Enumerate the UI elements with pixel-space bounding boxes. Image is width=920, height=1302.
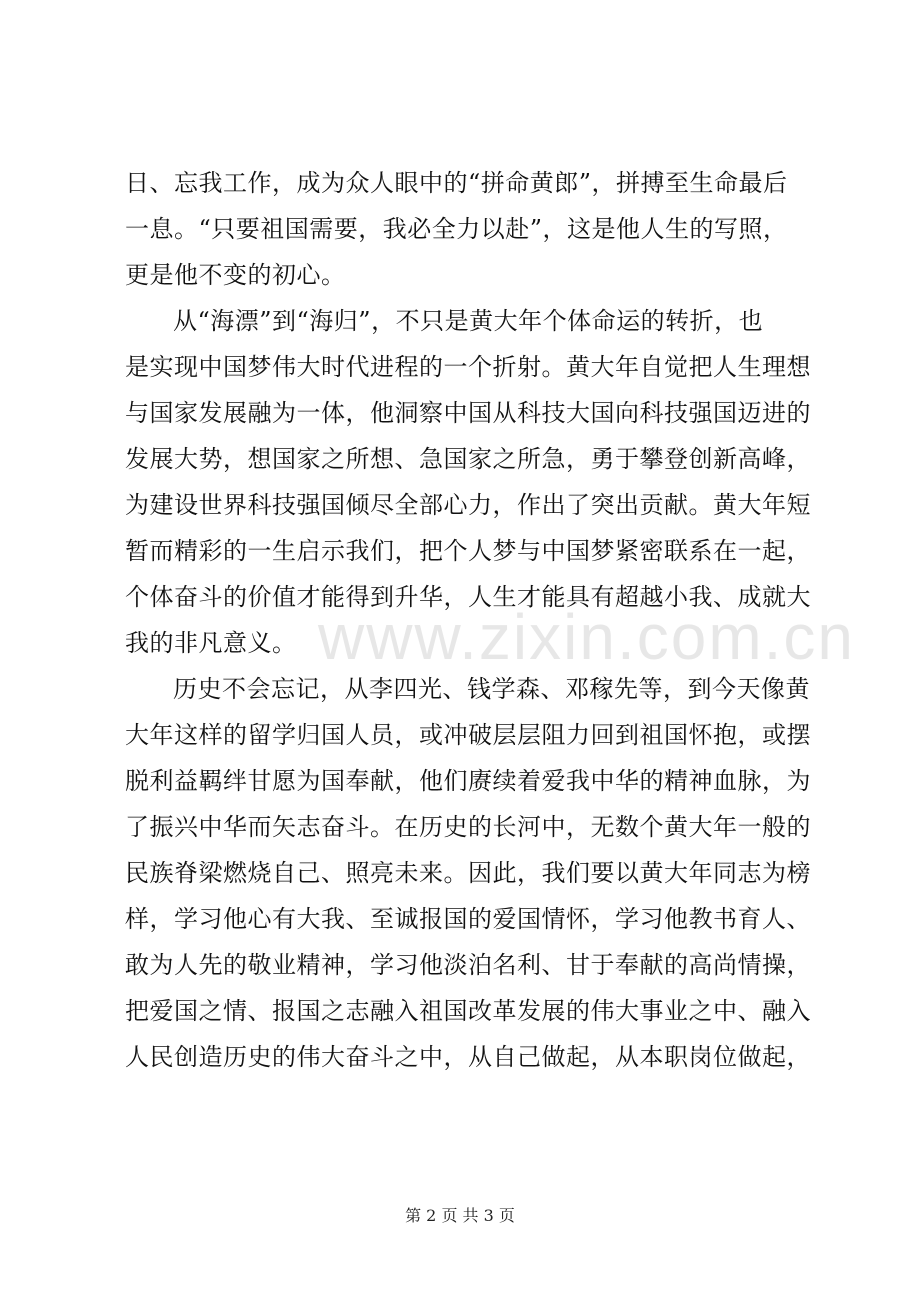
text-line: 是实现中国梦伟大时代进程的一个折射。黄大年自觉把人生理想 <box>125 353 811 381</box>
text-line: 一息。“只要祖国需要，我必全力以赴”，这是他人生的写照， <box>125 215 788 243</box>
paragraph-1 <box>125 160 805 298</box>
text-line: 大年这样的留学归国人员，或冲破层层阻力回到祖国怀抱，或摆 <box>125 721 811 749</box>
text-line: 个体奋斗的价值才能得到升华，人生才能具有超越小我、成就大 <box>125 583 811 611</box>
text-line: 脱利益羁绊甘愿为国奉献，他们赓续着爱我中华的精神血脉，为 <box>125 767 811 795</box>
text-line: 民族脊梁燃烧自己、照亮未来。因此，我们要以黄大年同志为榜 <box>125 859 811 887</box>
text-line: 人民创造历史的伟大奋斗之中，从自己做起，从本职岗位做起， <box>125 1043 811 1071</box>
text-line: 与国家发展融为一体，他洞察中国从科技大国向科技强国迈进的 <box>125 399 811 427</box>
text-line: 样，学习他心有大我、至诚报国的爱国情怀，学习他教书育人、 <box>125 905 811 933</box>
text-line: 把爱国之情、报国之志融入祖国改革发展的伟大事业之中、融入 <box>125 997 811 1025</box>
text-line: 从“海漂”到“海归”，不只是黄大年个体命运的转折，也 <box>173 307 764 335</box>
text-line: 了振兴中华而矢志奋斗。在历史的长河中，无数个黄大年一般的 <box>125 813 811 841</box>
text-line: 为建设世界科技强国倾尽全部心力，作出了突出贡献。黄大年短 <box>125 491 811 519</box>
text-line: 敢为人先的敬业精神，学习他淡泊名利、甘于奉献的高尚情操， <box>125 951 811 979</box>
text-line: 日、忘我工作，成为众人眼中的“拼命黄郎”，拼搏至生命最后 <box>125 169 788 197</box>
text-line: 我的非凡意义。 <box>125 629 297 657</box>
text-line: 暂而精彩的一生启示我们，把个人梦与中国梦紧密联系在一起， <box>125 537 811 565</box>
text-line: 更是他不变的初心。 <box>125 261 346 289</box>
watermark: www.zixin.com.cn <box>318 601 855 673</box>
paragraph-3 <box>125 666 811 1080</box>
text-line: 发展大势，想国家之所想、急国家之所急，勇于攀登创新高峰， <box>125 445 811 473</box>
page-footer: 第 2 页 共 3 页 <box>405 1206 515 1225</box>
text-line: 历史不会忘记，从李四光、钱学森、邓稼先等，到今天像黄 <box>173 675 810 703</box>
